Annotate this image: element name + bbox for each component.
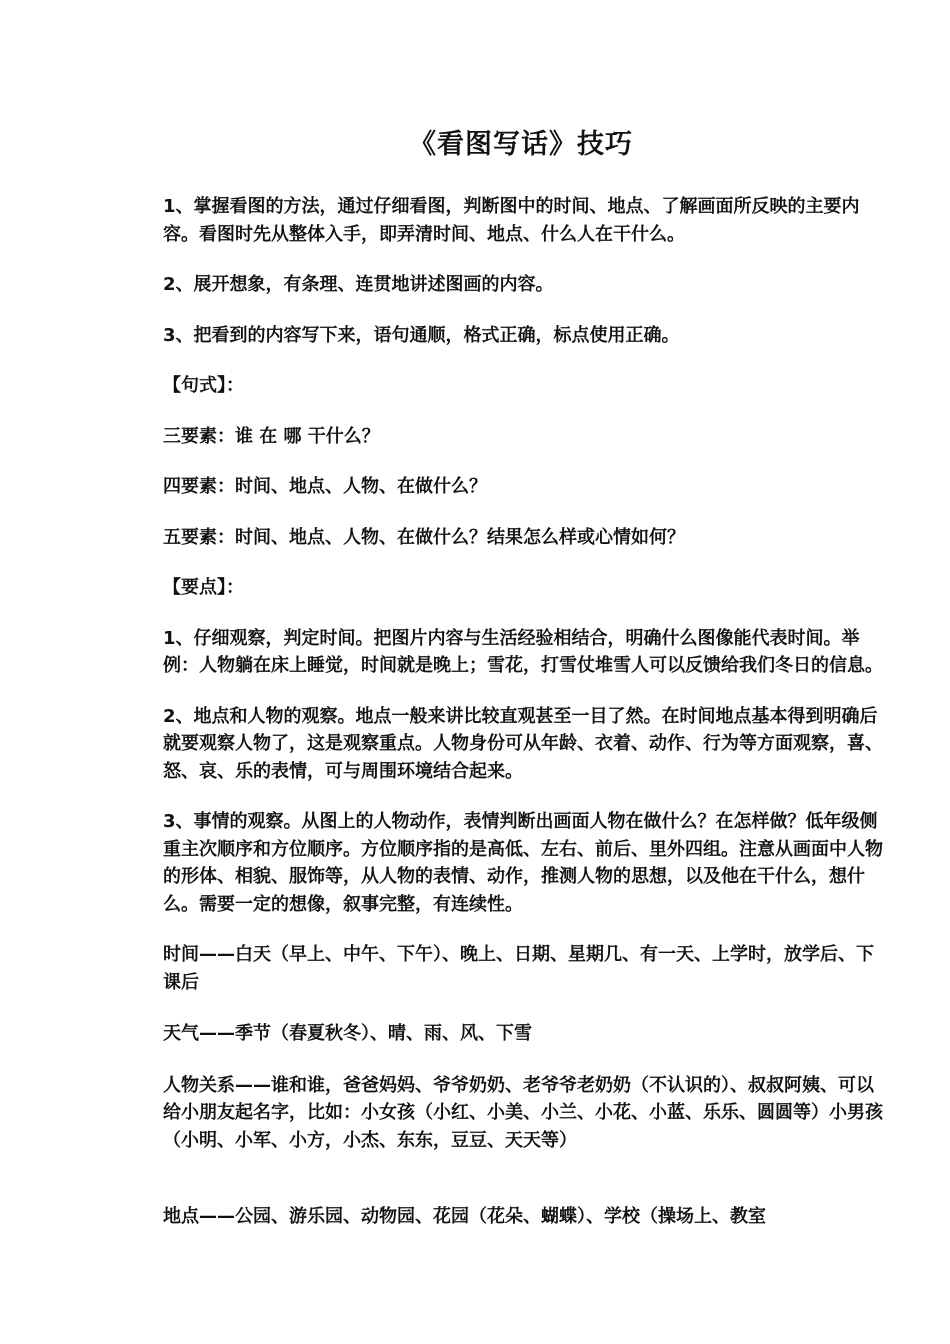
paragraph-method: 1、掌握看图的方法，通过仔细看图，判断图中的时间、地点、了解画面所反映的主要内容。看图时先从整体入手，即弄清时间、地点、什么人在干什么。 — [163, 196, 860, 245]
heading-key-points: 【要点】： — [163, 577, 244, 598]
paragraph-weather-words: 天气——季节（春夏秋冬）、晴、雨、风、下雪 — [163, 1023, 532, 1044]
paragraph-place-words-cutoff: 地点——公园、游乐园、动物园、花园（花朵、蝴蝶）、学校（操场上、教室 — [163, 1206, 766, 1225]
paragraph-three-elements: 三要素：谁 在 哪 干什么？ — [163, 425, 380, 447]
paragraph-imagine: 2、展开想象，有条理、连贯地讲述图画的内容。 — [163, 274, 554, 295]
paragraph-write: 3、把看到的内容写下来，语句通顺，格式正确，标点使用正确。 — [163, 324, 680, 346]
paragraph-time-words: 时间——白天（早上、中午、下午）、晚上、日期、星期几、有一天、上学时，放学后、下课后 — [163, 944, 874, 993]
paragraph-place-person-observation: 2、地点和人物的观察。地点一般来讲比较直观甚至一目了然。在时间地点基本得到明确后就要观察人物了，这是观察重点。人物身份可从年龄、衣着、动作、行为等方面观察，喜、怒、哀、乐的表情，可与周围环境结合起来。 — [163, 705, 883, 782]
paragraph-four-elements: 四要素：时间、地点、人物、在做什么？ — [163, 476, 487, 497]
paragraph-relationship-words: 人物关系——谁和谁，爸爸妈妈、爷爷奶奶、老爷爷老奶奶（不认识的）、叔叔阿姨、可以给小朋友起名字，比如：小女孩（小红、小美、小兰、小花、小蓝、乐乐、圆圆等）小男孩（小明、小军、小方，小杰、东东，豆豆、天天等） — [163, 1074, 883, 1151]
document-body — [163, 193, 883, 1177]
paragraph-five-elements: 五要素：时间、地点、人物、在做什么？结果怎么样或心情如何？ — [163, 526, 685, 548]
heading-sentence-patterns: 【句式】： — [163, 375, 244, 396]
paragraph-time-observation: 1、仔细观察，判定时间。把图片内容与生活经验相结合，明确什么图像能代表时间。举例：人物躺在床上睡觉，时间就是晚上；雪花，打雪仗堆雪人可以反馈给我们冬日的信息。 — [163, 627, 883, 676]
document-title: 《看图写话》技巧 — [409, 129, 633, 160]
paragraph-event-observation: 3、事情的观察。从图上的人物动作，表情判断出画面人物在做什么？在怎样做？低年级侧重主次顺序和方位顺序。方位顺序指的是高低、左右、前后、里外四组。注意从画面中人物的形体、相貌、服饰等，从人物的表情、动作，推测人物的思想，以及他在干什么，想什么。需要一定的想像，叙事完整，有连续性。 — [163, 811, 883, 915]
